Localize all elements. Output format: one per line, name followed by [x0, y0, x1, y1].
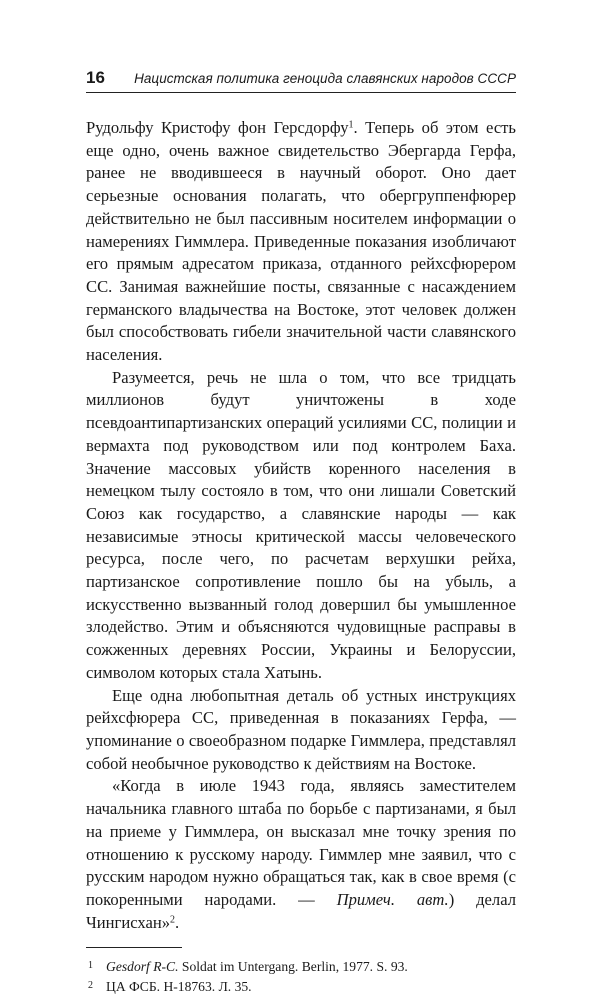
paragraph-text: . Теперь об этом есть еще одно, очень важное свидетельство Эбергарда Герфа, ранее не вводившееся в научный оборот. Оно дает серьезные основания полагать, что обергруппенфюрер действительно не был пассивным носителем информации о намерениях Гиммлера. Приведенные показания изобличают его прямым адресатом приказа, отданного рейхсфюрером СС. Занимая важнейшие посты, связанные с насаждением германского владычества на Востоке, этот человек должен был способствовать гибели значительной части славянского населения.: [86, 118, 517, 365]
footnote-number: 1: [88, 960, 93, 972]
running-title: Нацистская политика геноцида славянских народов СССР: [134, 71, 516, 86]
footnote-2: [86, 977, 516, 997]
paragraph-text: Рудольфу Кристофу фон Герсдорфу: [86, 118, 349, 137]
paragraph-2: Разумеется, речь не шла о том, что все тридцать миллионов будут уничтожены в ходе псевдоантипартизанских операций усилиями СС, полиции и вермахта под руководством или под контролем Баха. Значение массовых убийств коренного населения в немецком тылу состояло в том, что они лишали Советский Союз как государство, а славянские народы — как независимые этносы критической массы человеческого ресурса, после чего, по расчетам верхушки рейха, партизанское сопротивление пошло бы на убыль, а искусственно вызванный голод довершил бы умышленное злодейство. Этим и объясняются чудовищные расправы в сожженных деревнях России, Украины и Белоруссии, символом которых стала Хатынь.: [86, 367, 516, 682]
body-text: [86, 117, 516, 934]
paragraph-4-quote: [86, 775, 516, 934]
paragraph-1: [86, 117, 516, 367]
footnote-author: Gesdorf R-C.: [106, 959, 179, 975]
quote-end: .: [175, 912, 180, 932]
footnote-number: 2: [88, 980, 93, 992]
author-note: Примеч. авт.: [336, 889, 449, 909]
page-header: [86, 66, 516, 93]
page-number: 16: [86, 68, 105, 87]
footnote-ref-1: 1: [348, 119, 354, 131]
quote-text: ) делал Чингисхан»: [86, 889, 516, 932]
quote-text: «Когда в июле 1943 года, являясь заместителем начальника главного штаба по борьбе с партизанами, я был на приеме у Гиммлера, он высказал мне точку зрения по отношению к русскому народу. Гиммлер мне заявил, что с русским народом нужно обращаться так, как в свое время (с покоренными народами. —: [86, 776, 516, 909]
footnote-text: Soldat im Untergang. Berlin, 1977. S. 93.: [178, 959, 408, 975]
footnote-divider: [86, 947, 182, 948]
footnote-1: [86, 957, 516, 977]
book-page: [86, 66, 516, 997]
footnotes: [86, 957, 516, 997]
footnote-text: ЦА ФСБ. Н-18763. Л. 35.: [106, 979, 252, 995]
paragraph-3: Еще одна любопытная деталь об устных инструкциях рейхсфюрера СС, приведенная в показаниях Герфа, — упоминание о своеобразном подарке Гиммлера, представлял собой необычное руководство к действиям на Востоке.: [86, 685, 516, 773]
footnote-ref-2: 2: [170, 914, 175, 926]
